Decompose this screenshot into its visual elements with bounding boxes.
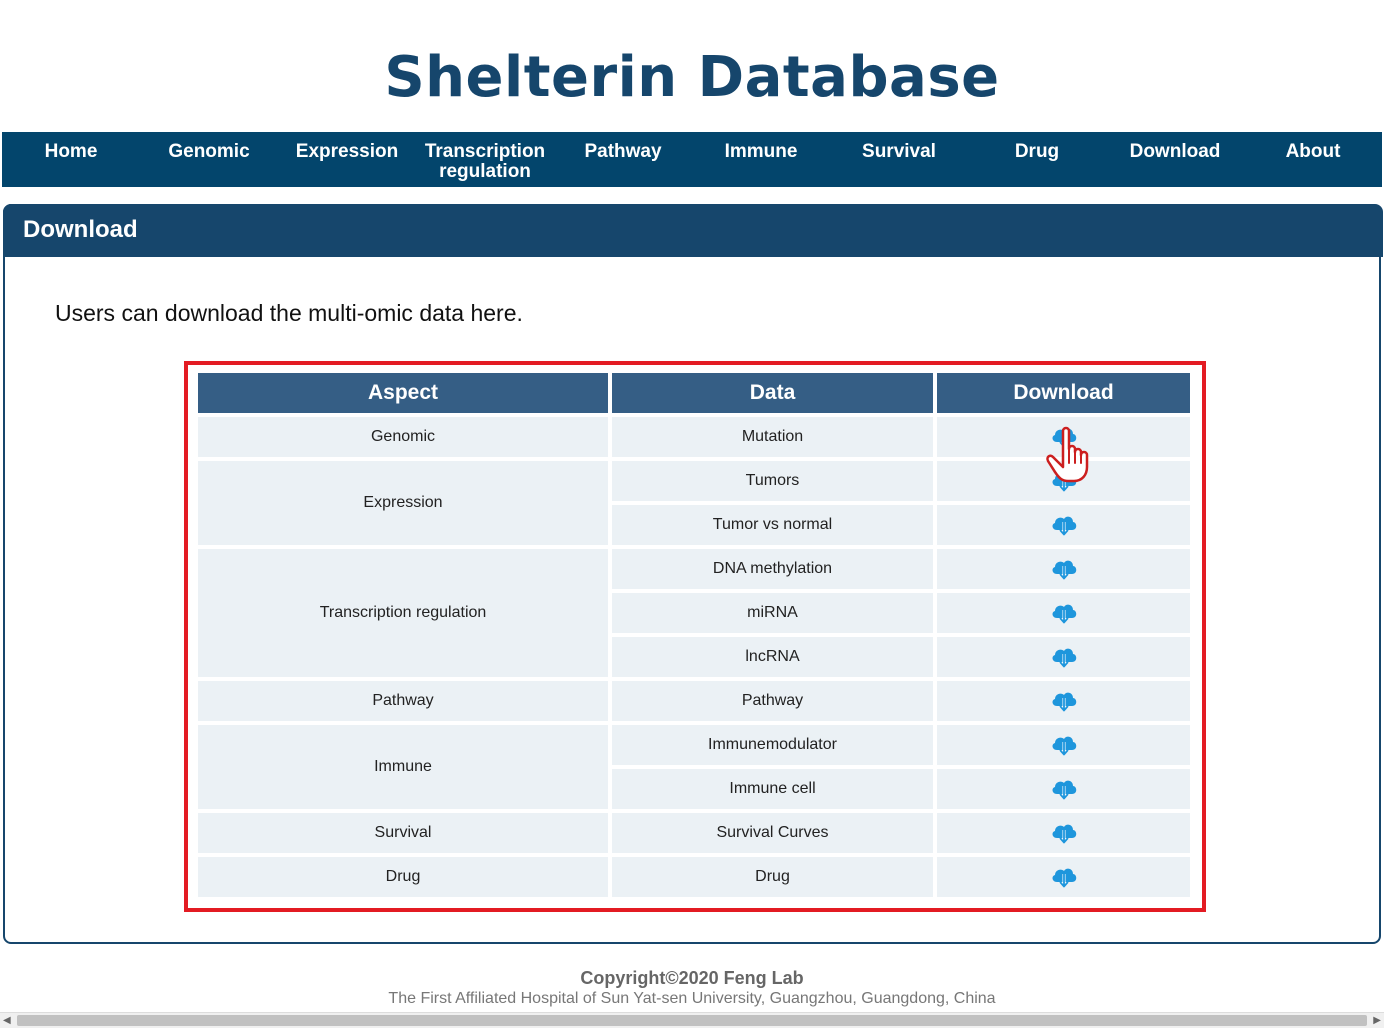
scroll-right-icon[interactable]: ▶ xyxy=(1373,1015,1381,1026)
nav-item-transcription-regulation[interactable]: Transcription regulation xyxy=(424,141,546,182)
data-cell: Mutation xyxy=(612,417,933,457)
scroll-left-icon[interactable]: ◀ xyxy=(3,1015,11,1026)
download-cell[interactable] xyxy=(937,637,1190,677)
cloud-download-icon[interactable] xyxy=(1050,777,1078,801)
table-row xyxy=(198,549,1190,589)
aspect-cell: Survival xyxy=(198,813,608,853)
data-cell: Tumors xyxy=(612,461,933,501)
nav-item-expression[interactable]: Expression xyxy=(295,141,399,162)
cloud-download-icon[interactable] xyxy=(1050,821,1078,845)
nav-item-drug[interactable]: Drug xyxy=(1014,141,1060,162)
nav-item-genomic[interactable]: Genomic xyxy=(168,141,250,162)
download-cell[interactable] xyxy=(937,461,1190,501)
main-navbar xyxy=(2,132,1382,187)
data-cell: Pathway xyxy=(612,681,933,721)
aspect-cell: Expression xyxy=(198,461,608,545)
download-table-highlight xyxy=(184,361,1206,912)
cloud-download-icon[interactable] xyxy=(1050,865,1078,889)
download-cell[interactable] xyxy=(937,681,1190,721)
cloud-download-icon[interactable] xyxy=(1050,601,1078,625)
horizontal-scrollbar[interactable] xyxy=(0,1012,1384,1028)
footer-affiliation: The First Affiliated Hospital of Sun Yat-sen University, Guangzhou, Guangdong, China xyxy=(388,990,996,1007)
cloud-download-icon[interactable] xyxy=(1050,513,1078,537)
nav-item-survival[interactable]: Survival xyxy=(862,141,936,162)
footer-copyright: Copyright©2020 Feng Lab xyxy=(580,968,804,988)
header-aspect: Aspect xyxy=(198,373,608,413)
download-cell[interactable] xyxy=(937,769,1190,809)
table-row xyxy=(198,681,1190,721)
table-row xyxy=(198,461,1190,501)
aspect-cell: Pathway xyxy=(198,681,608,721)
table-row xyxy=(198,417,1190,457)
table-row xyxy=(198,857,1190,897)
aspect-cell: Genomic xyxy=(198,417,608,457)
data-cell: Immunemodulator xyxy=(612,725,933,765)
nav-item-download[interactable]: Download xyxy=(1129,141,1221,162)
intro-text: Users can download the multi-omic data here. xyxy=(55,300,523,326)
nav-item-about[interactable]: About xyxy=(1285,141,1341,162)
data-cell: Drug xyxy=(612,857,933,897)
scrollbar-thumb[interactable] xyxy=(17,1015,1367,1026)
site-title: Shelterin Database xyxy=(384,45,1000,110)
cloud-download-icon[interactable] xyxy=(1050,733,1078,757)
cloud-download-icon[interactable] xyxy=(1050,557,1078,581)
table-row xyxy=(198,813,1190,853)
cloud-download-icon[interactable] xyxy=(1050,689,1078,713)
header-data: Data xyxy=(612,373,933,413)
download-cell[interactable] xyxy=(937,417,1190,457)
download-cell[interactable] xyxy=(937,725,1190,765)
download-cell[interactable] xyxy=(937,593,1190,633)
download-cell[interactable] xyxy=(937,505,1190,545)
data-cell: lncRNA xyxy=(612,637,933,677)
cloud-download-icon[interactable] xyxy=(1050,645,1078,669)
data-cell: miRNA xyxy=(612,593,933,633)
data-cell: Survival Curves xyxy=(612,813,933,853)
nav-item-home[interactable]: Home xyxy=(44,141,98,162)
download-table xyxy=(194,369,1194,901)
aspect-cell: Immune xyxy=(198,725,608,809)
aspect-cell: Drug xyxy=(198,857,608,897)
data-cell: Tumor vs normal xyxy=(612,505,933,545)
table-row xyxy=(198,725,1190,765)
cloud-download-icon[interactable] xyxy=(1050,425,1078,449)
nav-item-pathway[interactable]: Pathway xyxy=(584,141,662,162)
download-cell[interactable] xyxy=(937,549,1190,589)
panel-header xyxy=(3,204,1383,257)
data-cell: Immune cell xyxy=(612,769,933,809)
data-cell: DNA methylation xyxy=(612,549,933,589)
cloud-download-icon[interactable] xyxy=(1050,469,1078,493)
download-cell[interactable] xyxy=(937,857,1190,897)
download-cell[interactable] xyxy=(937,813,1190,853)
aspect-cell: Transcription regulation xyxy=(198,549,608,677)
nav-item-immune[interactable]: Immune xyxy=(724,141,798,162)
header-download: Download xyxy=(937,373,1190,413)
panel-title: Download xyxy=(23,216,138,243)
